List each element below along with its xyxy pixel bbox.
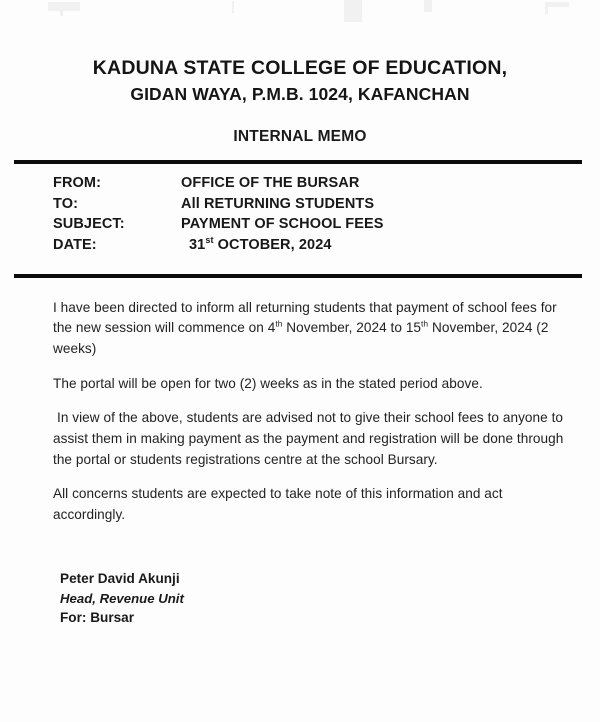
meta-row-from: [53, 173, 600, 194]
meta-label-date: DATE:: [53, 236, 97, 253]
meta-row-subject: [53, 214, 600, 235]
meta-value-to: All RETURNING STUDENTS: [181, 195, 375, 212]
memo-meta-block: [0, 164, 600, 261]
meta-row-to: [53, 194, 600, 215]
organization-name-line1: KADUNA STATE COLLEGE OF EDUCATION,: [92, 57, 508, 79]
meta-value-subject: PAYMENT OF SCHOOL FEES: [181, 216, 384, 233]
meta-row-date: [53, 235, 600, 256]
body-paragraph-1-text-a: I have been directed to inform all returning students that payment of school fees for the new session will commence on 4: [53, 299, 557, 336]
meta-label-subject: SUBJECT:: [53, 216, 125, 233]
date-day: 31: [189, 236, 206, 253]
body-paragraph-2: The portal will be open for two (2) weeks as in the stated period above.: [53, 375, 483, 391]
meta-label-from: FROM:: [53, 175, 102, 192]
date-month-year: OCTOBER, 2024: [213, 236, 332, 253]
body-paragraph-1-text-c: November, 2024 (2 weeks): [53, 320, 549, 356]
meta-label-to: TO:: [53, 195, 79, 212]
signature-block: [0, 539, 600, 628]
ordinal-suffix-15th: th: [421, 318, 429, 329]
memo-title: INTERNAL MEMO: [233, 128, 367, 146]
signatory-name: Peter David Akunji: [60, 571, 180, 587]
body-paragraph-3: In view of the above, students are advised not to give their school fees to anyone to assist them in making payment as the payment and registration will be done through the portal or students registrations centre at the school Bursary.: [53, 410, 564, 467]
meta-value-from: OFFICE OF THE BURSAR: [181, 175, 360, 192]
body-paragraph-1: [53, 298, 568, 360]
date-ordinal-suffix: st: [205, 235, 214, 246]
memo-body: [0, 278, 600, 526]
document-header: [0, 0, 600, 146]
body-paragraph-4: All concerns students are expected to take note of this information and act accordingly.: [53, 486, 503, 522]
meta-value-date: [181, 235, 332, 256]
body-paragraph-1-text-b: November, 2024 to 15: [282, 320, 422, 336]
signatory-role: Head, Revenue Unit: [60, 591, 184, 607]
ordinal-suffix-4th: th: [275, 318, 283, 329]
signatory-for-line: For: Bursar: [60, 610, 135, 626]
organization-address-line2: GIDAN WAYA, P.M.B. 1024, KAFANCHAN: [130, 84, 470, 105]
